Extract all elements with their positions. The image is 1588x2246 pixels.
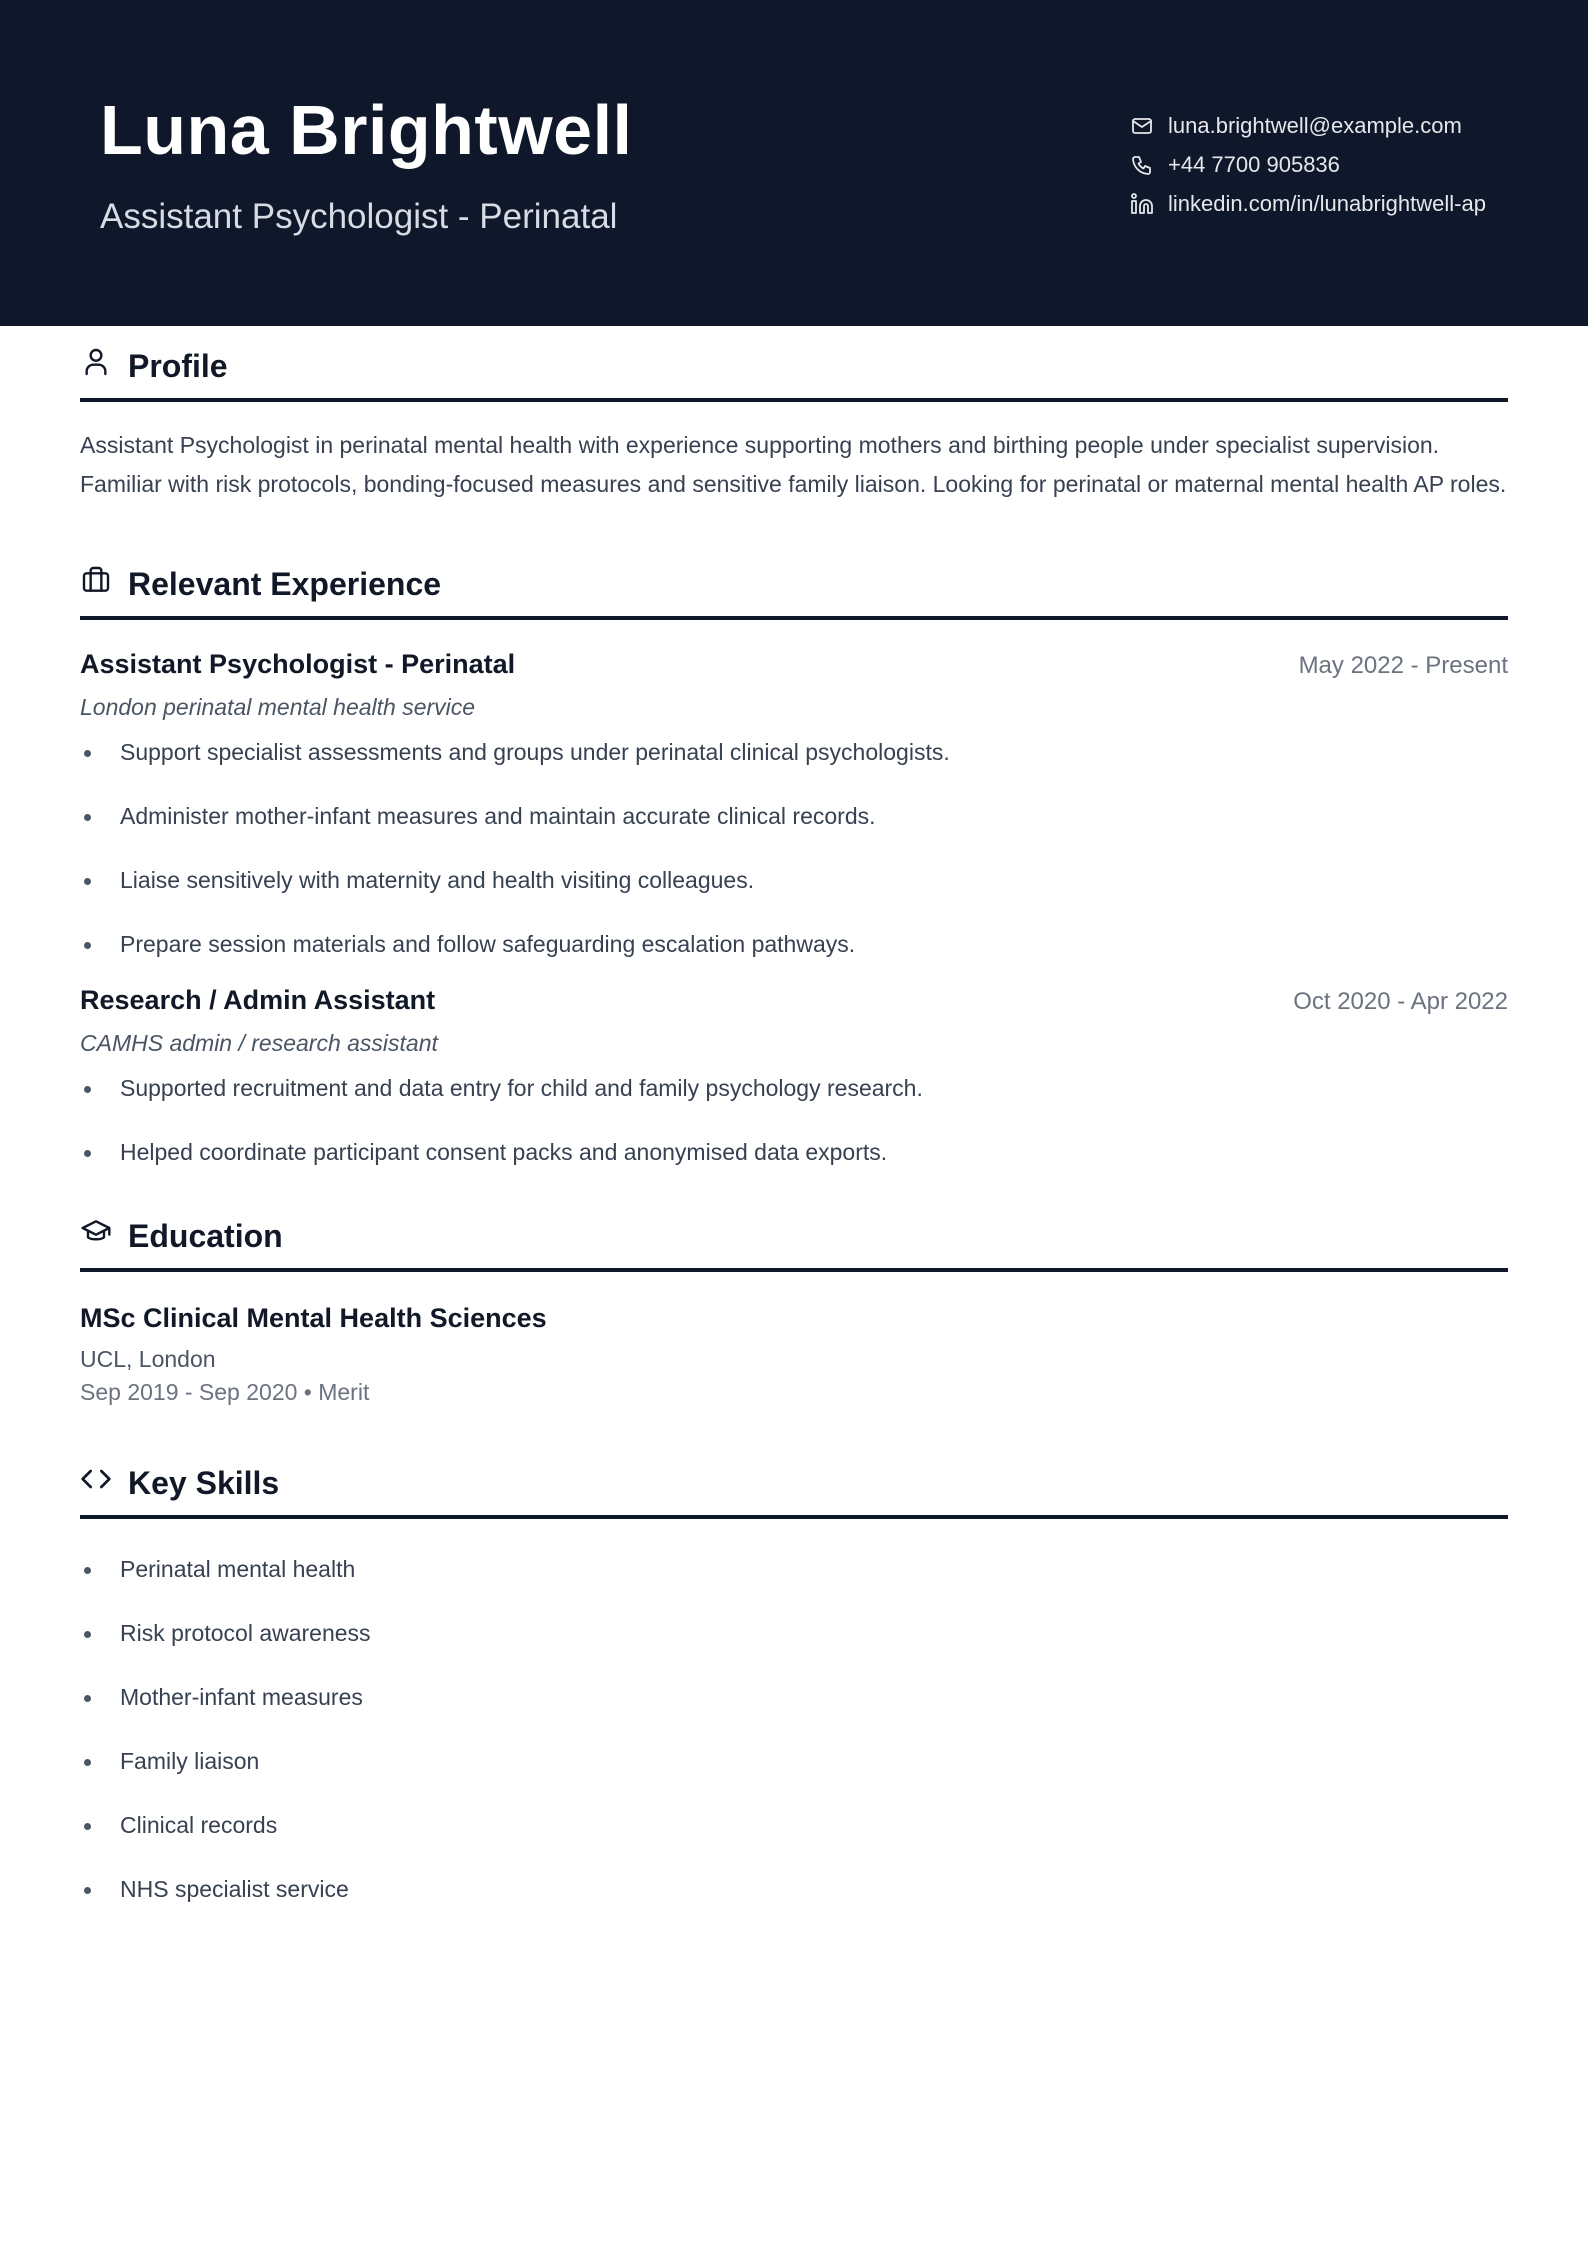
job-dates: May 2022 - Present (1298, 652, 1508, 679)
experience-heading (80, 544, 1508, 620)
list-item: Risk protocol awareness (80, 1617, 1508, 1649)
education-school: UCL, London (80, 1346, 216, 1372)
profile-summary: Assistant Psychologist in perinatal mental health with experience supporting mothers and birthing people under specialist supervision. Familiar with risk protocols, bonding-focused measures and sensitive family liaison. Looking for perinatal or maternal mental health AP roles. (80, 432, 1507, 497)
section-title: Education (128, 1218, 283, 1254)
job-organisation: London perinatal mental health service (80, 694, 476, 720)
section-title: Relevant Experience (128, 566, 442, 602)
list-item: Support specialist assessments and groups under perinatal clinical psychologists. (80, 736, 1508, 768)
job-organisation: CAMHS admin / research assistant (80, 1030, 438, 1056)
contact-linkedin-text[interactable]: linkedin.com/in/lunabrightwell-ap (1168, 190, 1486, 216)
code-icon (80, 1462, 114, 1496)
list-item: Prepare session materials and follow safeguarding escalation pathways. (80, 928, 1508, 960)
resume-header (0, 0, 1588, 326)
list-item: Administer mother-infant measures and maintain accurate clinical records. (80, 800, 1508, 832)
candidate-title: Assistant Psychologist - Perinatal (100, 197, 618, 236)
contact-linkedin[interactable] (1128, 184, 1486, 223)
job-bullets (80, 736, 1508, 960)
skills-heading (80, 1443, 1508, 1519)
briefcase-icon (80, 563, 114, 597)
job-entry (80, 982, 1508, 1168)
contact-phone-text[interactable]: +44 7700 905836 (1168, 151, 1340, 177)
list-item: Supported recruitment and data entry for child and family psychology research. (80, 1072, 1508, 1104)
resume-body (80, 326, 1508, 1905)
phone-icon (1128, 151, 1156, 179)
contact-list (1128, 106, 1486, 223)
education-dates: Sep 2019 - Sep 2020 • Merit (80, 1379, 370, 1405)
section-title: Key Skills (128, 1465, 280, 1501)
list-item: Clinical records (80, 1809, 1508, 1841)
linkedin-icon (1128, 190, 1156, 218)
job-title: Research / Admin Assistant (80, 985, 436, 1015)
education-degree: MSc Clinical Mental Health Sciences (80, 1303, 547, 1333)
contact-email[interactable] (1128, 106, 1486, 145)
education-section (80, 1196, 1508, 1407)
list-item: Perinatal mental health (80, 1553, 1508, 1585)
skills-section (80, 1443, 1508, 1905)
contact-email-text[interactable]: luna.brightwell@example.com (1168, 112, 1462, 138)
user-icon (80, 345, 114, 379)
mail-icon (1128, 112, 1156, 140)
experience-section (80, 544, 1508, 1168)
contact-phone[interactable] (1128, 145, 1486, 184)
skills-list (80, 1553, 1508, 1905)
list-item: Family liaison (80, 1745, 1508, 1777)
job-dates: Oct 2020 - Apr 2022 (1293, 988, 1508, 1015)
list-item: Helped coordinate participant consent packs and anonymised data exports. (80, 1136, 1508, 1168)
graduation-cap-icon (80, 1215, 114, 1249)
job-bullets (80, 1072, 1508, 1168)
list-item: NHS specialist service (80, 1873, 1508, 1905)
job-entry (80, 646, 1508, 960)
list-item: Mother-infant measures (80, 1681, 1508, 1713)
list-item: Liaise sensitively with maternity and health visiting colleagues. (80, 864, 1508, 896)
profile-section (80, 326, 1508, 504)
section-title: Profile (128, 348, 228, 384)
profile-heading (80, 326, 1508, 402)
candidate-name: Luna Brightwell (100, 91, 633, 169)
job-title: Assistant Psychologist - Perinatal (80, 649, 516, 679)
education-heading (80, 1196, 1508, 1272)
